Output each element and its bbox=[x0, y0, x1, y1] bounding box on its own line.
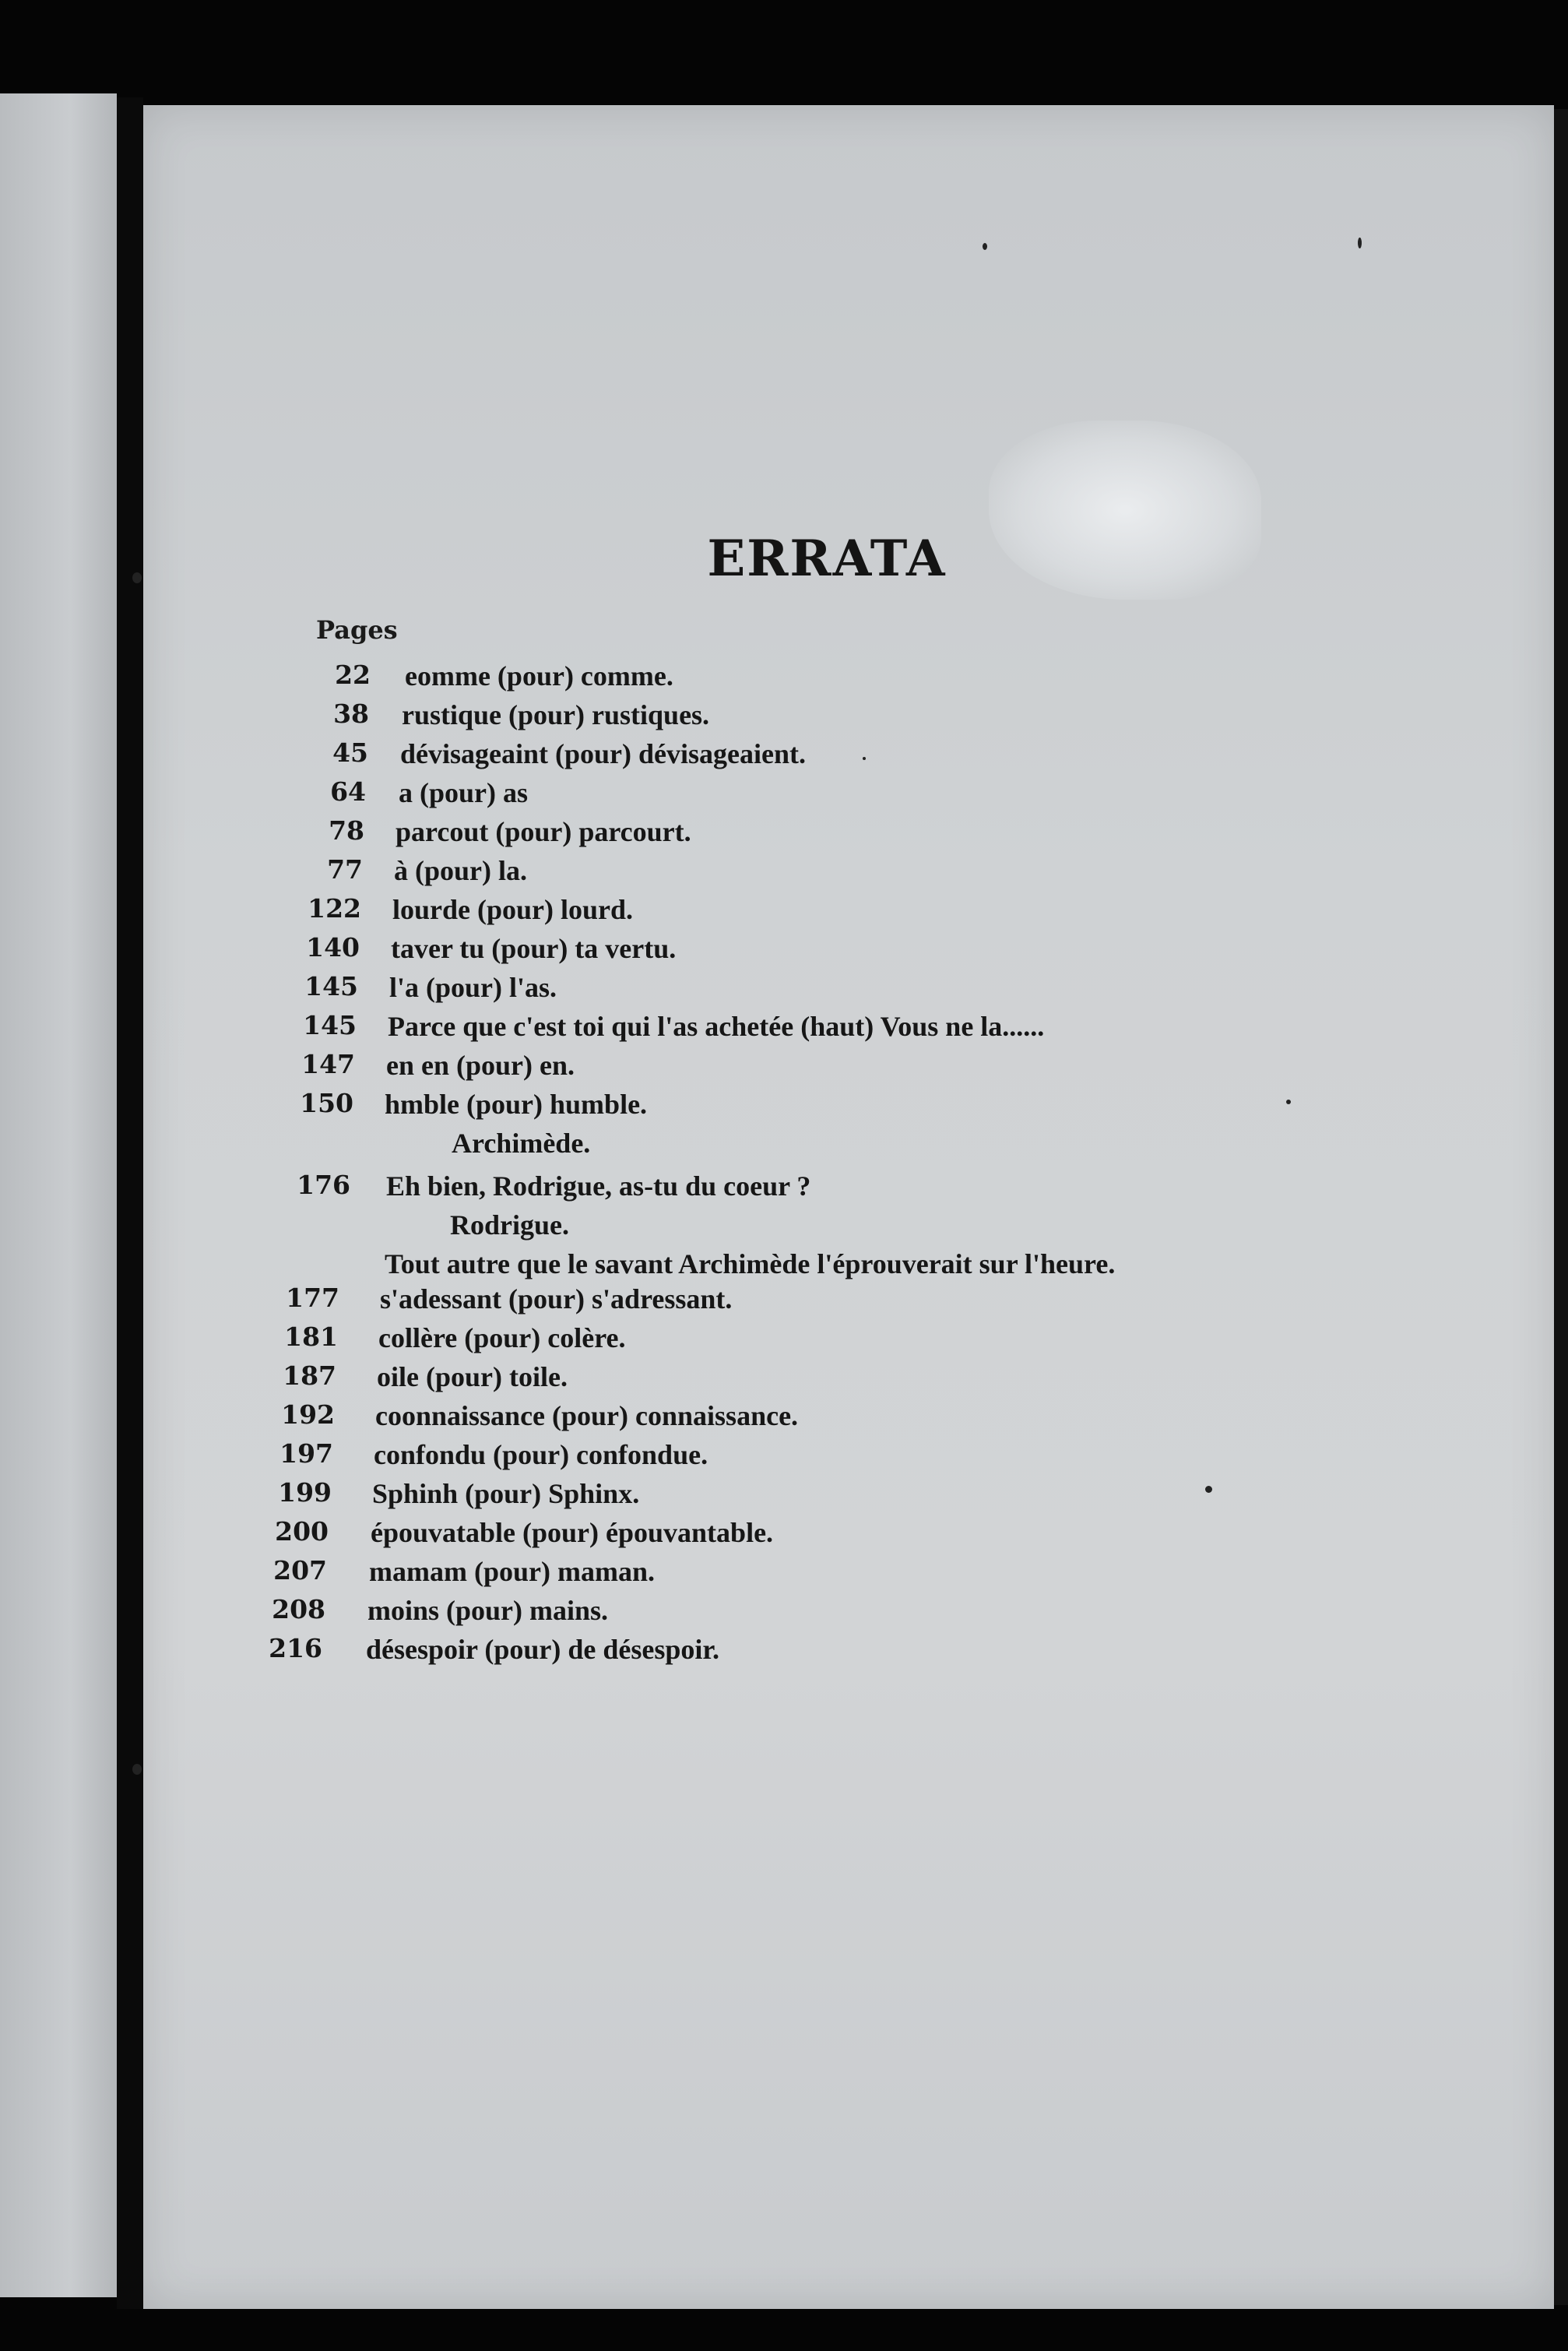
correction-text: Rodrigue. bbox=[450, 1209, 569, 1241]
correction-text: coonnaissance (pour) connaissance. bbox=[375, 1400, 799, 1431]
pages-column-header: Pages bbox=[316, 615, 398, 645]
page-number: 45 bbox=[332, 737, 368, 768]
correction-text: oile (pour) toile. bbox=[377, 1361, 568, 1392]
page-number: 140 bbox=[306, 932, 360, 963]
correction-text: Tout autre que le savant Archimède l'éprouverait sur l'heure. bbox=[385, 1248, 1116, 1279]
page-number: 216 bbox=[269, 1633, 322, 1663]
correction-text: a (pour) as bbox=[399, 777, 529, 808]
page-number: 78 bbox=[329, 815, 364, 846]
correction-text: taver tu (pour) ta vertu. bbox=[391, 933, 677, 964]
page-number: 181 bbox=[284, 1322, 338, 1352]
correction-text: Archimède. bbox=[452, 1128, 591, 1159]
correction-text: lourde (pour) lourd. bbox=[392, 894, 634, 925]
correction-text: épouvatable (pour) épouvantable. bbox=[371, 1517, 774, 1548]
page-number: 207 bbox=[273, 1555, 327, 1586]
correction-text: Parce que c'est toi qui l'as achetée (haut) Vous ne la...... bbox=[388, 1011, 1045, 1042]
page-number: 176 bbox=[297, 1170, 350, 1200]
page-number: 77 bbox=[327, 854, 363, 885]
correction-text: l'a (pour) l'as. bbox=[389, 972, 557, 1003]
correction-text: désespoir (pour) de désespoir. bbox=[366, 1634, 720, 1665]
page-number: 199 bbox=[278, 1477, 332, 1508]
page-number: 64 bbox=[330, 776, 366, 807]
page-number: 22 bbox=[335, 660, 371, 690]
correction-text: en en (pour) en. bbox=[386, 1050, 575, 1081]
page-number: 122 bbox=[308, 893, 361, 924]
page-number: 145 bbox=[304, 971, 358, 1001]
page-number: 145 bbox=[303, 1010, 357, 1040]
correction-text: à (pour) la. bbox=[394, 855, 527, 886]
page-title: ERRATA bbox=[707, 530, 947, 588]
correction-text: Sphinh (pour) Sphinx. bbox=[372, 1478, 640, 1509]
page-number: 147 bbox=[301, 1049, 355, 1079]
correction-text: s'adessant (pour) s'adressant. bbox=[380, 1283, 733, 1315]
page-number: 187 bbox=[283, 1360, 336, 1391]
correction-text: collère (pour) colère. bbox=[378, 1322, 626, 1353]
correction-text: parcout (pour) parcourt. bbox=[396, 816, 691, 847]
correction-text: dévisageaint (pour) dévisageaient. bbox=[400, 738, 806, 769]
page-number: 200 bbox=[275, 1516, 329, 1547]
correction-text: eomme (pour) comme. bbox=[405, 660, 673, 692]
correction-text: Eh bien, Rodrigue, as-tu du coeur ? bbox=[386, 1170, 811, 1202]
page-number: 192 bbox=[281, 1399, 335, 1430]
page-number: 208 bbox=[272, 1594, 325, 1624]
correction-text: mamam (pour) maman. bbox=[369, 1556, 655, 1587]
page-number: 177 bbox=[286, 1283, 339, 1313]
page-number: 38 bbox=[333, 699, 369, 729]
page-number: 197 bbox=[279, 1438, 333, 1469]
correction-text: moins (pour) mains. bbox=[367, 1595, 609, 1626]
correction-text: hmble (pour) humble. bbox=[385, 1089, 648, 1120]
correction-text: confondu (pour) confondue. bbox=[374, 1439, 708, 1470]
correction-text: rustique (pour) rustiques. bbox=[402, 699, 710, 730]
page-number: 150 bbox=[300, 1088, 353, 1118]
